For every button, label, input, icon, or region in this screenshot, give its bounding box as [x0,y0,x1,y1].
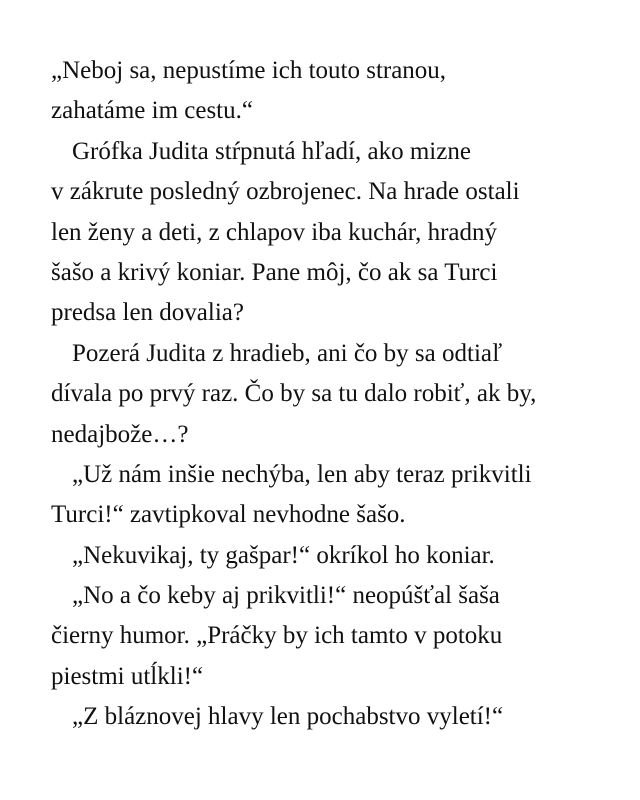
text-line: Grófka Judita stŕpnutá hľadí, ako mizne [72,137,471,165]
text-line: Turci!“ zavtipkoval nevhodne šašo. [51,501,406,529]
text-line: šašo a krivý koniar. Pane môj, čo ak sa Turci [51,258,498,286]
text-line: v zákrute posledný ozbrojenec. Na hrade ostali [51,178,520,206]
text-line: len ženy a deti, z chlapov iba kuchár, hradný [51,218,498,246]
text-line: „No a čo keby aj prikvitli!“ neopúšťal šaša [72,582,500,610]
text-line: Pozerá Judita z hradieb, ani čo by sa odtiaľ [72,339,503,367]
text-line: zahatáme im cestu.“ [51,97,253,125]
text-line: nedajbože…? [51,420,189,448]
text-line: „Neboj sa, nepustíme ich touto stranou, [51,57,447,84]
text-line: dívala po prvý raz. Čo by sa tu dalo robiť, ak by, [51,380,537,408]
text-line: „Nekuvikaj, ty gašpar!“ okríkol ho koniar. [72,541,495,569]
text-line: čierny humor. „Práčky by ich tamto v potoku [51,622,503,650]
text-line: „Z bláznovej hlavy len pochabstvo vyletí!“ [72,703,504,731]
text-line: „Už nám inšie nechýba, len aby teraz prikvitli [72,460,532,488]
text-line: piestmi utĺkli!“ [51,662,204,690]
text-line: predsa len dovalia? [51,299,244,327]
